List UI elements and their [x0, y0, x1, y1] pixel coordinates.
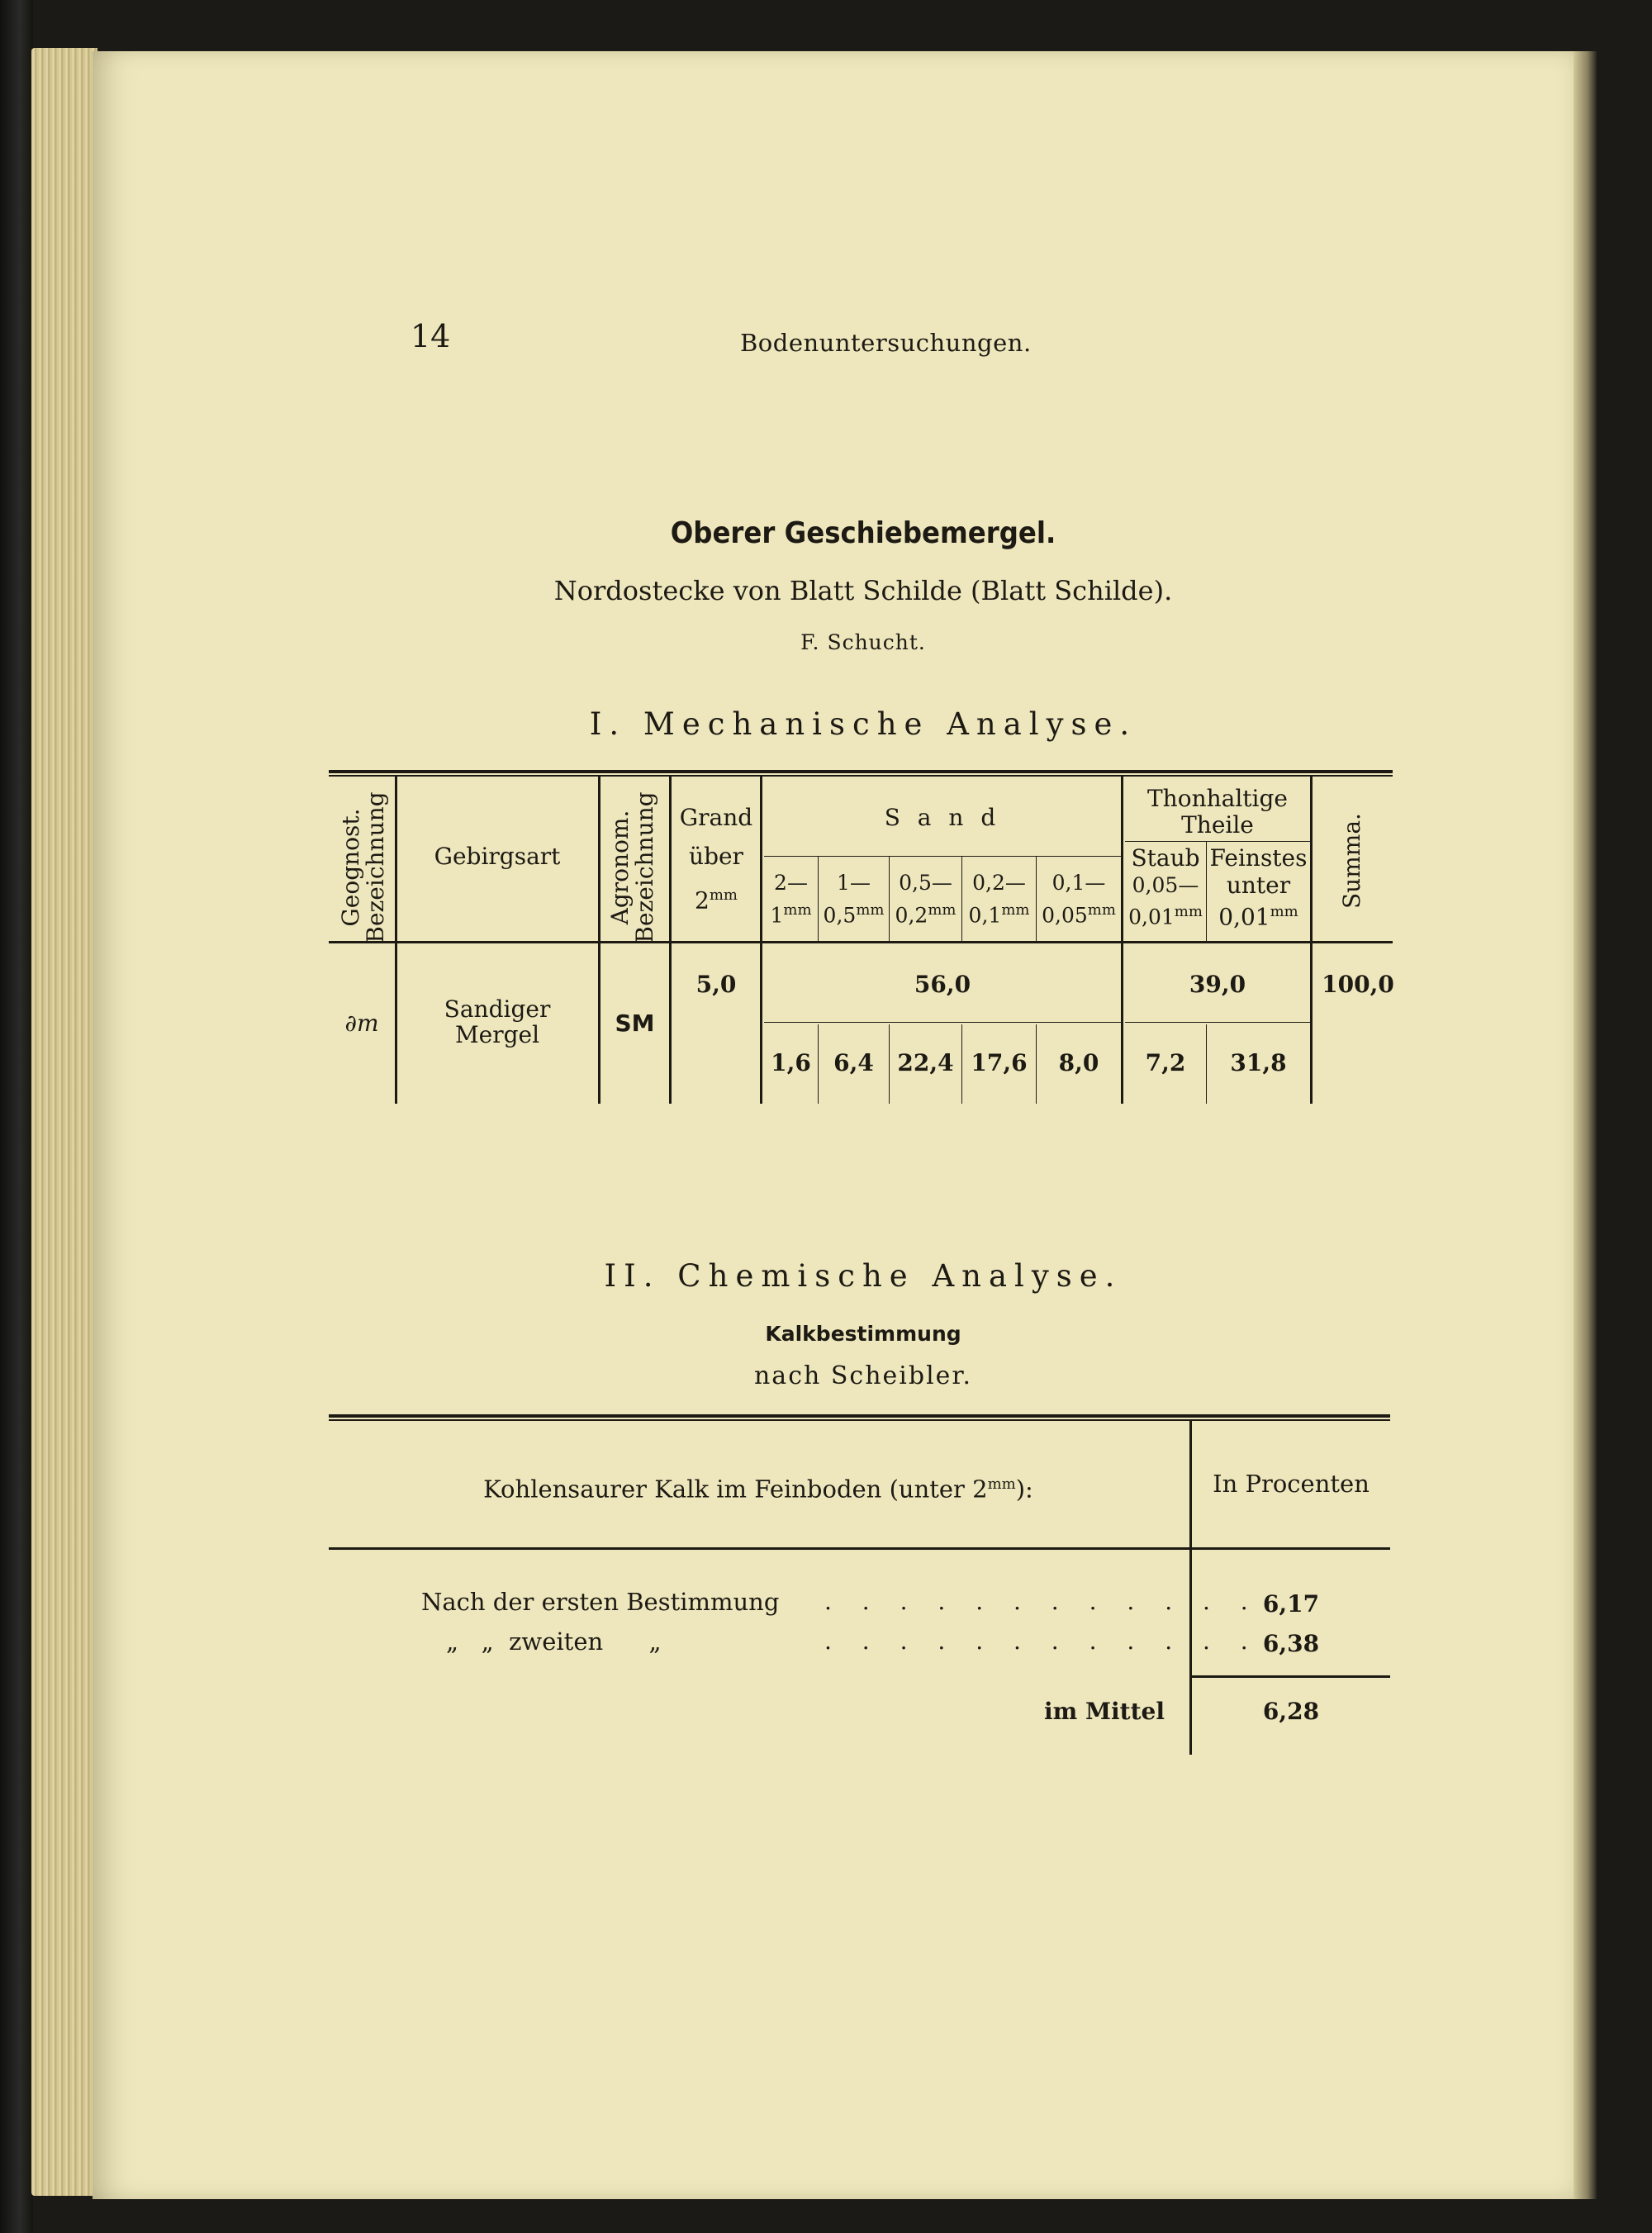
page-number: 14	[411, 318, 451, 354]
header-grand-3-num: 2	[695, 886, 710, 915]
row-sand-total: 56,0	[914, 971, 971, 998]
sand-col-1-unit: mm	[783, 901, 812, 919]
header-grand-3	[672, 881, 760, 914]
table-header-rule	[329, 941, 1393, 943]
col-rule-6	[1310, 777, 1313, 1104]
section-title-chemical: II. Chemische Analyse.	[604, 1258, 1123, 1294]
sand-col-1-top: 2—	[774, 871, 808, 895]
table-top-rule-thin	[329, 775, 1393, 777]
sand-col-2-bottom	[819, 896, 889, 929]
thon-subheader-rule	[1125, 841, 1310, 842]
header-gebirgsart: Gebirgsart	[434, 843, 561, 870]
feinstes-1: Feinstes	[1209, 844, 1308, 872]
header-grand-1: Grand	[679, 804, 753, 831]
row-sand-5: 8,0	[1058, 1049, 1099, 1076]
sand-col-2-top: 1—	[837, 871, 871, 895]
row-gebirgsart-2: Mergel	[454, 1021, 540, 1048]
feinstes-2: unter	[1226, 872, 1291, 899]
sand-col-4-bottom	[962, 896, 1036, 929]
sand-col-1-bottom	[764, 896, 818, 929]
sand-data-rule	[764, 1022, 1121, 1023]
sand-col-4-top: 0,2—	[972, 871, 1026, 895]
chem-row-2-leader: . . . . . . . . . . . .	[824, 1627, 1260, 1655]
chem-col-header	[329, 1470, 1188, 1504]
author: F. Schucht.	[800, 630, 926, 654]
col-rule-4	[760, 777, 762, 1104]
row-gebirgsart-1: Sandiger	[444, 995, 551, 1023]
row-sand-4: 17,6	[971, 1049, 1028, 1076]
header-thon-2: Theile	[1181, 811, 1254, 839]
sand-col-1-num: 1	[770, 903, 784, 928]
sand-col-3-num: 0,2	[895, 903, 928, 928]
sand-col-4-unit: mm	[1001, 901, 1030, 919]
row-thon-total: 39,0	[1189, 971, 1246, 998]
header-agronom	[608, 785, 657, 950]
sand-col-3-unit: mm	[928, 901, 957, 919]
staub-2: 0,05—	[1132, 873, 1199, 897]
sand-col-5-top: 0,1—	[1051, 871, 1106, 895]
chem-mean-label: im Mittel	[1044, 1698, 1165, 1725]
row-summa: 100,0	[1322, 971, 1394, 998]
feinstes-unit: mm	[1270, 903, 1298, 920]
table-top-rule	[329, 770, 1393, 773]
feinstes-3	[1207, 898, 1310, 930]
chem-row-1-value: 6,17	[1262, 1590, 1320, 1618]
method-title: Kalkbestimmung	[765, 1322, 961, 1346]
staub-unit: mm	[1174, 903, 1203, 920]
col-rule-2	[598, 777, 601, 1104]
method-subtitle: nach Scheibler.	[753, 1361, 973, 1390]
right-page-edge	[1574, 51, 1597, 2199]
thon-data-rule	[1125, 1022, 1310, 1023]
sand-col-5-unit: mm	[1087, 901, 1116, 919]
chem-mean-rule	[1189, 1675, 1390, 1678]
chem-row-2-label: „ „ zweiten „	[446, 1627, 662, 1656]
staub-1: Staub	[1131, 844, 1200, 872]
row-agronom: SM	[615, 1010, 655, 1037]
sand-col-5-num: 0,05	[1042, 903, 1088, 928]
page-paper	[93, 51, 1579, 2199]
chem-row-2-value: 6,38	[1262, 1630, 1320, 1657]
header-sand: S a n d	[884, 804, 1001, 831]
sand-col-5-bottom	[1037, 896, 1121, 929]
sand-col-3-bottom	[890, 896, 961, 929]
header-summa: Summa.	[1338, 813, 1365, 909]
page-edges	[31, 48, 97, 2196]
header-grand-2: über	[689, 843, 743, 870]
staub-3	[1125, 898, 1206, 930]
chem-header-rule	[329, 1547, 1390, 1550]
col-rule-3	[669, 777, 672, 1104]
sand-col-3-top: 0,5—	[899, 871, 952, 895]
row-sand-1: 1,6	[771, 1049, 811, 1076]
chem-col-header-end: ):	[1015, 1475, 1033, 1504]
row-grand: 5,0	[695, 971, 737, 998]
document-title: Oberer Geschiebemergel.	[670, 516, 1056, 550]
header-geognost	[339, 785, 388, 950]
chem-row-1-label: Nach der ersten Bestimmung	[421, 1588, 780, 1616]
row-staub: 7,2	[1145, 1049, 1186, 1076]
row-feinstes: 31,8	[1230, 1049, 1287, 1076]
sand-col-4-num: 0,1	[968, 903, 1002, 928]
chem-col-header-text: Kohlensaurer Kalk im Feinboden (unter 2	[483, 1475, 988, 1504]
header-agronom-text: Agronom. Bezeichnung	[606, 791, 658, 943]
book-spine	[0, 0, 33, 2233]
chem-mean-value: 6,28	[1262, 1698, 1320, 1725]
chem-top-rule-thin	[329, 1419, 1390, 1421]
section-title-mechanical: I. Mechanische Analyse.	[589, 706, 1137, 742]
chem-top-rule	[329, 1414, 1390, 1418]
row-sand-2: 6,4	[833, 1049, 874, 1076]
row-sand-3: 22,4	[897, 1049, 954, 1076]
document-subtitle: Nordostecke von Blatt Schilde (Blatt Schilde).	[553, 575, 1173, 606]
col-rule-5	[1121, 777, 1123, 1104]
staub-3-num: 0,01	[1128, 905, 1175, 929]
running-title: Bodenuntersuchungen.	[740, 329, 1032, 357]
header-geognost-text: Geognost. Bezeichnung	[337, 791, 389, 943]
chem-row-1-leader: . . . . . . . . . . . .	[824, 1588, 1260, 1615]
feinstes-3-num: 0,01	[1218, 903, 1270, 931]
col-rule-1	[395, 777, 397, 1104]
sand-col-2-unit: mm	[856, 901, 885, 919]
chem-col-header-unit: mm	[987, 1475, 1016, 1493]
header-thon-1: Thonhaltige	[1147, 785, 1288, 812]
chem-value-header: In Procenten	[1213, 1470, 1370, 1498]
header-grand-unit: mm	[709, 886, 738, 904]
sand-col-2-num: 0,5	[823, 903, 857, 928]
row-geognost: ∂m	[344, 1010, 379, 1037]
